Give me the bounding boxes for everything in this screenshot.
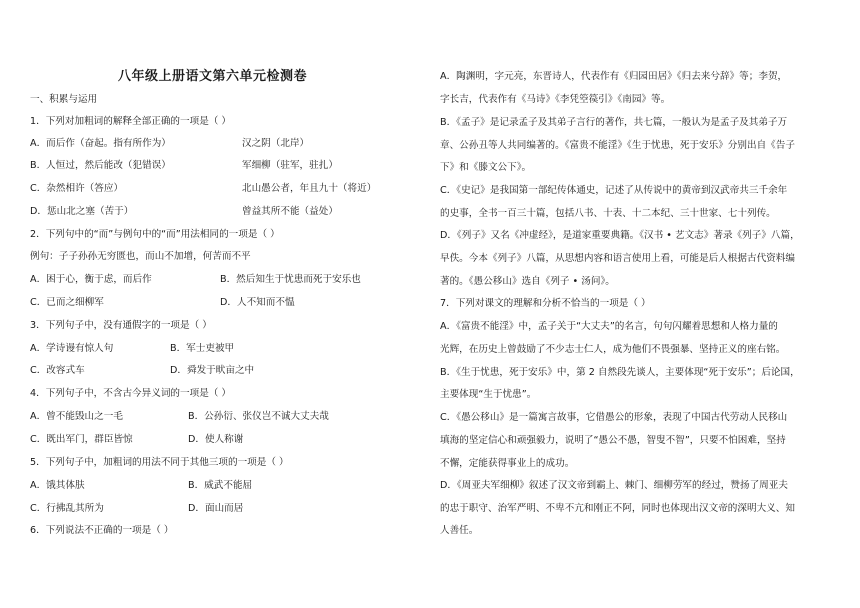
q7-option-a-line2: 光辉，在历史上曾鼓励了不少志士仁人，成为他们不畏强暴、坚持正义的座右铭。 xyxy=(440,344,786,355)
q1-option-d2: 曾益其所不能（益处） xyxy=(242,206,338,217)
q5-option-a: A．饿其体肤 xyxy=(30,480,85,491)
q5-option-d: D．面山而居 xyxy=(188,503,244,514)
q1-option-c: C．杂然相许（答应） xyxy=(30,183,124,194)
q7-option-b-line2: 主要体现“生于忧患”。 xyxy=(440,389,537,400)
question-1-stem: 1．下列对加粗词的解释全部正确的一项是（ ） xyxy=(30,116,232,127)
q7-option-d-line1: D．《周亚夫军细柳》叙述了汉文帝到霸上、棘门、细柳劳军的经过，赞扬了周亚夫 xyxy=(440,480,788,491)
q2-option-c: C．已而之细柳军 xyxy=(30,297,104,308)
q2-option-b: B．然后知生于忧患而死于安乐也 xyxy=(220,274,361,285)
q5-option-c: C．行拂乱其所为 xyxy=(30,503,104,514)
question-4-stem: 4．下列句子中，不含古今异义词的一项是（ ） xyxy=(30,388,232,399)
q4-option-d: D．使人称谢 xyxy=(188,434,244,445)
q2-option-d: D．人不知而不愠 xyxy=(220,297,295,308)
q7-option-c-line3: 不懈，定能获得事业上的成功。 xyxy=(440,458,575,469)
q1-option-a2: 汉之阴（北岸） xyxy=(242,138,310,149)
q6-option-a-line1: A．陶渊明，字元亮，东晋诗人，代表作有《归园田居》《归去来兮辞》等；李贺， xyxy=(440,71,788,82)
page-title: 八年级上册语文第六单元检测卷 xyxy=(118,69,308,84)
q6-option-b-line2: 章、公孙丑等人共同编著的。《富贵不能淫》《生于忧患，死于安乐》分别出自《告子 xyxy=(440,140,795,151)
section-heading: 一、积累与运用 xyxy=(30,94,98,105)
q6-option-a-line2: 字长吉，代表作有《马诗》《李凭箜篌引》《南园》等。 xyxy=(440,94,671,105)
q6-option-d-line3: 著的。《愚公移山》选自《列子 • 汤问》。 xyxy=(440,276,615,287)
q6-option-b-line3: 下》和《滕文公下》。 xyxy=(440,162,532,173)
q7-option-d-line2: 的忠于职守、治军严明、不卑不亢和刚正不阿，同时也体现出汉文帝的深明大义、知 xyxy=(440,503,795,514)
q1-option-c2: 北山愚公者，年且九十（将近） xyxy=(242,183,377,194)
q1-option-a: A．而后作（奋起。指有所作为） xyxy=(30,138,171,149)
q6-option-b-line1: B．《孟子》是记录孟子及其弟子言行的著作，共七篇，一般认为是孟子及其弟子万 xyxy=(440,117,788,128)
q4-option-b: B．公孙衍、张仪岂不诚大丈夫哉 xyxy=(188,411,329,422)
q5-option-b: B．威武不能屈 xyxy=(188,480,253,491)
question-5-stem: 5．下列句子中，加粗词的用法不同于其他三项的一项是（ ） xyxy=(30,457,289,468)
q7-option-a-line1: A．《富贵不能淫》中，孟子关于“大丈夫”的名言，句句闪耀着思想和人格力量的 xyxy=(440,321,778,332)
q7-option-d-line3: 人善任。 xyxy=(440,525,479,536)
q1-option-d: D．惩山北之塞（苦于） xyxy=(30,206,134,217)
q3-option-d: D．舜发于畎亩之中 xyxy=(170,365,255,376)
q3-option-a: A．学诗谩有惊人句 xyxy=(30,343,114,354)
q6-option-d-line2: 早佚。今本《列子》八篇，从思想内容和语言使用上看，可能是后人根据古代资料编 xyxy=(440,253,795,264)
q7-option-c-line1: C．《愚公移山》是一篇寓言故事，它借愚公的形象，表现了中国古代劳动人民移山 xyxy=(440,412,788,423)
q1-option-b: B．人恒过，然后能改（犯错误） xyxy=(30,160,171,171)
question-2-stem: 2．下列句中的“而”与例句中的“而”用法相同的一项是（ ） xyxy=(30,229,280,240)
q2-example: 例句：子子孙孙无穷匮也，而山不加增，何苦而不平 xyxy=(30,251,251,262)
q4-option-c: C．既出军门，群臣皆惊 xyxy=(30,434,133,445)
q1-option-b2: 军细柳（驻军，驻扎） xyxy=(242,160,338,171)
question-6-stem: 6．下列说法不正确的一项是（ ） xyxy=(30,525,174,536)
question-3-stem: 3．下列句子中，没有通假字的一项是（ ） xyxy=(30,320,212,331)
q2-option-a: A．困于心，衡于虑，而后作 xyxy=(30,274,152,285)
q7-option-c-line2: 填海的坚定信心和顽强毅力，说明了“愚公不愚，智叟不智”，只要不怕困难，坚持 xyxy=(440,435,786,446)
q4-option-a: A．曾不能毁山之一毛 xyxy=(30,411,123,422)
q3-option-c: C．改容式车 xyxy=(30,365,85,376)
q6-option-c-line2: 的史事，全书一百三十篇，包括八书、十表、十二本纪、三十世家、七十列传。 xyxy=(440,208,776,219)
question-7-stem: 7．下列对课文的理解和分析不恰当的一项是（ ） xyxy=(440,298,651,309)
q6-option-c-line1: C．《史记》是我国第一部纪传体通史，记述了从传说中的黄帝到汉武帝共三千余年 xyxy=(440,185,788,196)
q3-option-b: B．军士吏被甲 xyxy=(170,343,235,354)
q7-option-b-line1: B．《生于忧患，死于安乐》中，第 2 自然段先谈人，主要体现“死于安乐”；后论国， xyxy=(440,367,800,378)
q6-option-d-line1: D．《列子》又名《冲虚经》，是道家重要典籍。《汉书 • 艺文志》著录《列子》八篇， xyxy=(440,230,800,241)
